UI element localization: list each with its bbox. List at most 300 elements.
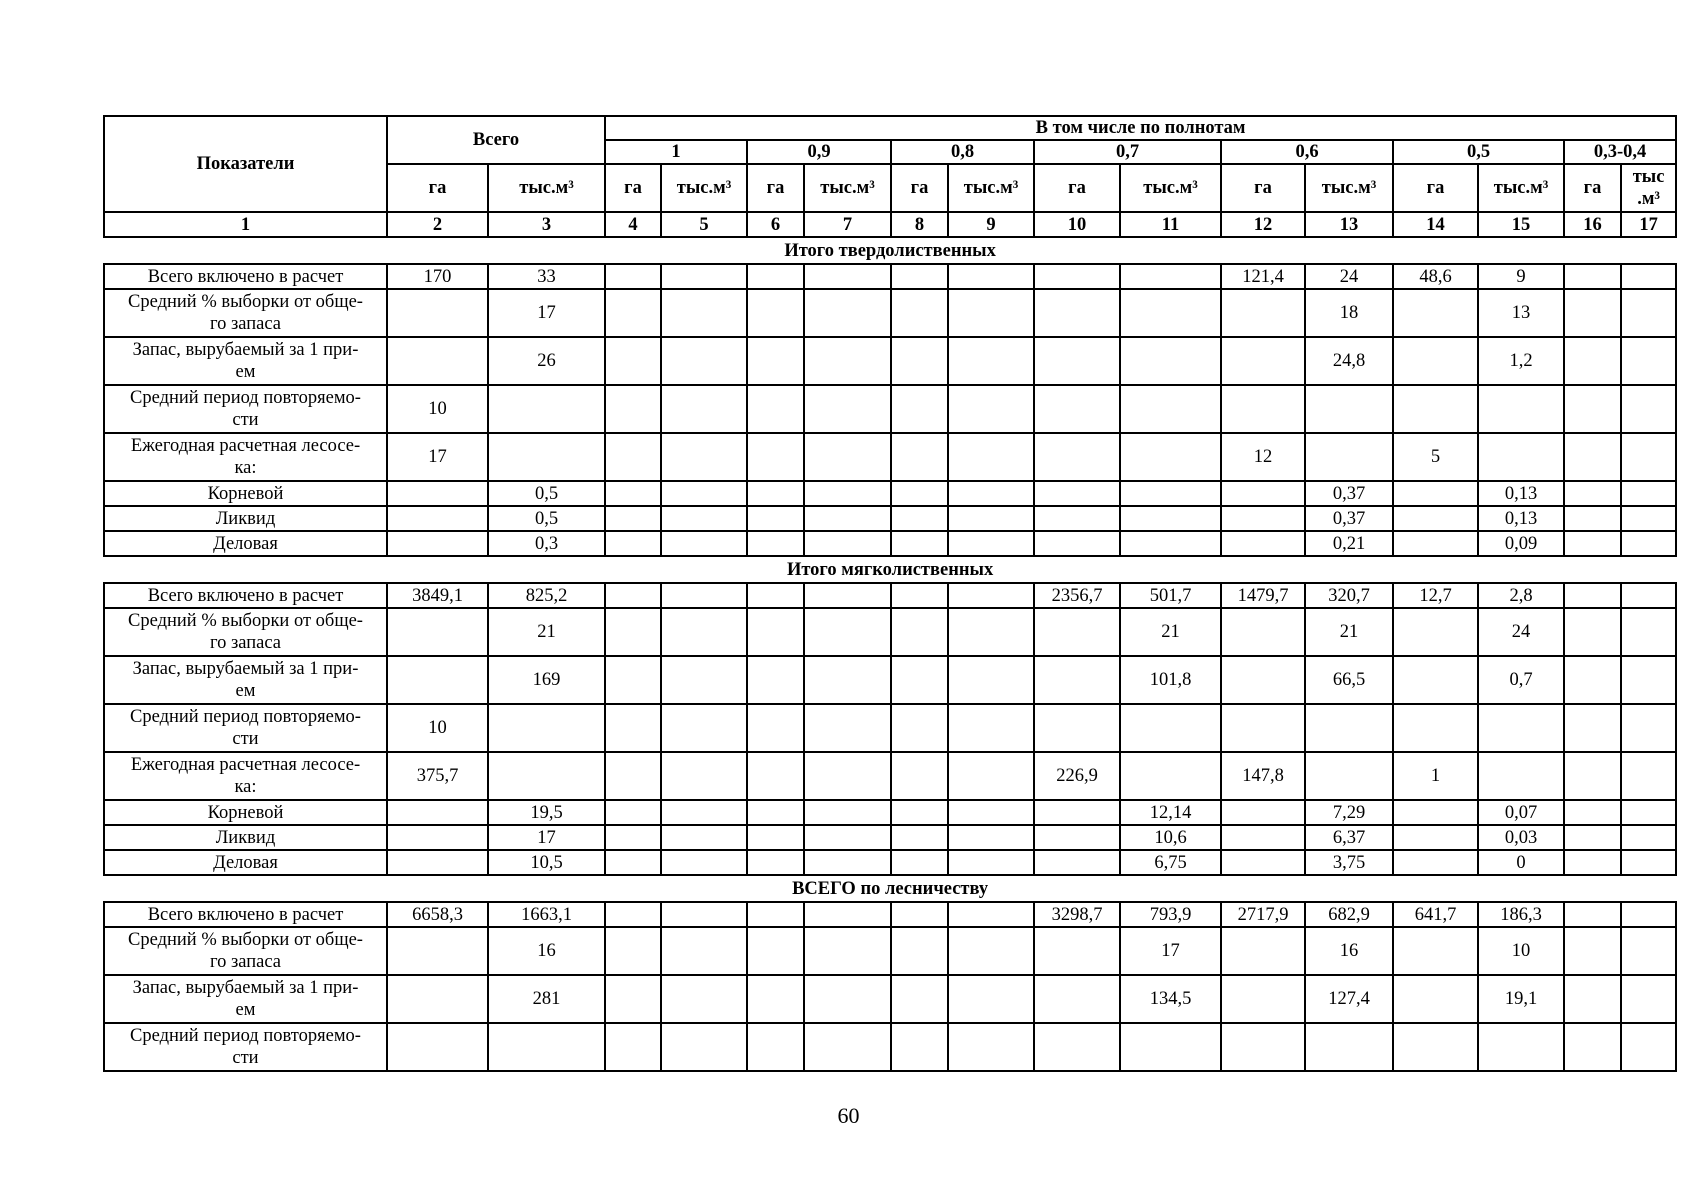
table-cell: 17 bbox=[387, 433, 488, 481]
table-cell: 24,8 bbox=[1305, 337, 1393, 385]
table-cell: 169 bbox=[488, 656, 605, 704]
table-row bbox=[104, 337, 1676, 385]
table-cell bbox=[891, 289, 948, 337]
table-cell bbox=[747, 531, 804, 556]
table-cell bbox=[747, 704, 804, 752]
table-cell bbox=[1221, 531, 1305, 556]
table-cell bbox=[1621, 975, 1676, 1023]
column-number: 3 bbox=[488, 212, 605, 237]
table-cell bbox=[804, 902, 891, 927]
table-cell bbox=[661, 433, 747, 481]
table-row bbox=[104, 1023, 1676, 1071]
table-cell bbox=[605, 927, 661, 975]
table-cell: 3849,1 bbox=[387, 583, 488, 608]
unit-ha: га bbox=[1221, 164, 1305, 212]
table-cell: 0,07 bbox=[1478, 800, 1564, 825]
table-cell bbox=[1034, 385, 1120, 433]
table-cell bbox=[1034, 1023, 1120, 1071]
density-header: 0,5 bbox=[1393, 140, 1564, 164]
density-header: 1 bbox=[605, 140, 747, 164]
section-title-row bbox=[104, 875, 1676, 902]
table-cell bbox=[387, 608, 488, 656]
table-cell: 6658,3 bbox=[387, 902, 488, 927]
table-cell bbox=[948, 800, 1034, 825]
unit-m3: тыс .м³ bbox=[1621, 164, 1676, 212]
table-cell bbox=[605, 800, 661, 825]
table-cell bbox=[804, 531, 891, 556]
column-number: 15 bbox=[1478, 212, 1564, 237]
table-cell bbox=[661, 608, 747, 656]
table-cell bbox=[1564, 927, 1621, 975]
table-cell bbox=[1621, 752, 1676, 800]
table-cell bbox=[387, 825, 488, 850]
table-cell: 147,8 bbox=[1221, 752, 1305, 800]
column-number: 1 bbox=[104, 212, 387, 237]
row-label: Средний % выборки от обще- го запаса bbox=[104, 927, 387, 975]
table-cell bbox=[661, 481, 747, 506]
table-cell bbox=[605, 752, 661, 800]
table-cell bbox=[747, 927, 804, 975]
table-cell bbox=[891, 656, 948, 704]
unit-m3: тыс.м³ bbox=[1120, 164, 1221, 212]
table-cell bbox=[1478, 704, 1564, 752]
table-cell: 0,5 bbox=[488, 506, 605, 531]
table-cell bbox=[1120, 433, 1221, 481]
table-cell bbox=[948, 531, 1034, 556]
table-cell bbox=[387, 1023, 488, 1071]
table-cell bbox=[1034, 825, 1120, 850]
column-number: 9 bbox=[948, 212, 1034, 237]
table-cell bbox=[948, 289, 1034, 337]
table-cell: 19,5 bbox=[488, 800, 605, 825]
density-header: 0,3-0,4 bbox=[1564, 140, 1676, 164]
table-cell: 26 bbox=[488, 337, 605, 385]
row-label: Ежегодная расчетная лесосе- ка: bbox=[104, 433, 387, 481]
unit-ha: га bbox=[747, 164, 804, 212]
table-cell bbox=[1221, 704, 1305, 752]
table-cell bbox=[661, 704, 747, 752]
table-cell bbox=[1564, 704, 1621, 752]
column-number: 16 bbox=[1564, 212, 1621, 237]
table-cell bbox=[948, 704, 1034, 752]
table-row bbox=[104, 704, 1676, 752]
table-cell: 12,14 bbox=[1120, 800, 1221, 825]
table-cell bbox=[387, 850, 488, 875]
table-cell bbox=[948, 752, 1034, 800]
table-header bbox=[104, 116, 1676, 237]
column-number: 5 bbox=[661, 212, 747, 237]
table-cell bbox=[1305, 704, 1393, 752]
row-label: Корневой bbox=[104, 481, 387, 506]
table-cell bbox=[747, 656, 804, 704]
table-row bbox=[104, 608, 1676, 656]
table-cell bbox=[1221, 800, 1305, 825]
table-cell bbox=[948, 433, 1034, 481]
table-cell bbox=[804, 433, 891, 481]
table-cell: 3298,7 bbox=[1034, 902, 1120, 927]
table-row bbox=[104, 289, 1676, 337]
table-cell bbox=[747, 337, 804, 385]
table-cell bbox=[747, 289, 804, 337]
table-cell bbox=[1221, 608, 1305, 656]
table-cell bbox=[1564, 433, 1621, 481]
table-cell: 134,5 bbox=[1120, 975, 1221, 1023]
table-cell bbox=[1478, 1023, 1564, 1071]
table-cell bbox=[1564, 825, 1621, 850]
table-cell bbox=[605, 902, 661, 927]
row-label: Запас, вырубаемый за 1 при- ем bbox=[104, 656, 387, 704]
table-cell: 13 bbox=[1478, 289, 1564, 337]
table-cell bbox=[1564, 752, 1621, 800]
table-cell bbox=[948, 506, 1034, 531]
column-number: 14 bbox=[1393, 212, 1478, 237]
table-cell bbox=[1564, 608, 1621, 656]
table-row bbox=[104, 264, 1676, 289]
table-cell bbox=[1393, 704, 1478, 752]
table-cell bbox=[804, 1023, 891, 1071]
table-cell bbox=[387, 800, 488, 825]
table-cell: 12,7 bbox=[1393, 583, 1478, 608]
table-cell bbox=[891, 1023, 948, 1071]
table-cell bbox=[1393, 506, 1478, 531]
table-cell bbox=[1564, 583, 1621, 608]
table-cell bbox=[1478, 385, 1564, 433]
page-number: 60 bbox=[837, 1103, 860, 1128]
table-cell bbox=[1034, 656, 1120, 704]
table-cell bbox=[948, 481, 1034, 506]
table-cell bbox=[1621, 531, 1676, 556]
section-title: Итого твердолиственных bbox=[784, 240, 996, 261]
table-cell: 641,7 bbox=[1393, 902, 1478, 927]
table-cell bbox=[1393, 289, 1478, 337]
table-cell bbox=[1221, 337, 1305, 385]
table-cell bbox=[1393, 825, 1478, 850]
row-label: Средний период повторяемо- сти bbox=[104, 385, 387, 433]
table-cell bbox=[661, 927, 747, 975]
row-label: Запас, вырубаемый за 1 при- ем bbox=[104, 975, 387, 1023]
unit-m3: тыс.м³ bbox=[661, 164, 747, 212]
table-cell bbox=[1621, 927, 1676, 975]
table-cell bbox=[1034, 975, 1120, 1023]
table-cell bbox=[1621, 902, 1676, 927]
table-cell: 10,6 bbox=[1120, 825, 1221, 850]
column-number: 2 bbox=[387, 212, 488, 237]
row-label: Средний % выборки от обще- го запаса bbox=[104, 289, 387, 337]
table-cell bbox=[747, 583, 804, 608]
table-cell bbox=[1034, 704, 1120, 752]
table-cell: 10,5 bbox=[488, 850, 605, 875]
table-cell bbox=[1393, 800, 1478, 825]
table-cell bbox=[1034, 608, 1120, 656]
column-number: 4 bbox=[605, 212, 661, 237]
table-cell: 2717,9 bbox=[1221, 902, 1305, 927]
table-cell bbox=[387, 506, 488, 531]
table-cell bbox=[891, 850, 948, 875]
table-cell bbox=[661, 531, 747, 556]
table-cell bbox=[1120, 506, 1221, 531]
table-cell bbox=[1120, 752, 1221, 800]
table-cell bbox=[1034, 506, 1120, 531]
table-cell bbox=[747, 1023, 804, 1071]
table-cell bbox=[1621, 608, 1676, 656]
table-cell bbox=[1564, 481, 1621, 506]
table-cell bbox=[948, 825, 1034, 850]
table-row bbox=[104, 583, 1676, 608]
table-cell bbox=[948, 850, 1034, 875]
row-label: Всего включено в расчет bbox=[104, 583, 387, 608]
table-cell: 121,4 bbox=[1221, 264, 1305, 289]
table-cell: 1,2 bbox=[1478, 337, 1564, 385]
table-cell bbox=[605, 481, 661, 506]
table-cell: 0,13 bbox=[1478, 481, 1564, 506]
table-cell: 7,29 bbox=[1305, 800, 1393, 825]
table-cell: 12 bbox=[1221, 433, 1305, 481]
table-row bbox=[104, 531, 1676, 556]
table-cell: 0,5 bbox=[488, 481, 605, 506]
table-cell: 501,7 bbox=[1120, 583, 1221, 608]
table-cell bbox=[948, 264, 1034, 289]
table-cell bbox=[948, 337, 1034, 385]
table-cell bbox=[605, 289, 661, 337]
row-label: Корневой bbox=[104, 800, 387, 825]
table-cell bbox=[948, 927, 1034, 975]
table-cell: 48,6 bbox=[1393, 264, 1478, 289]
table-cell: 682,9 bbox=[1305, 902, 1393, 927]
table-cell: 21 bbox=[488, 608, 605, 656]
table-cell bbox=[1621, 481, 1676, 506]
table-cell bbox=[1621, 337, 1676, 385]
table-cell bbox=[1564, 975, 1621, 1023]
density-header: 0,9 bbox=[747, 140, 891, 164]
table-cell bbox=[1393, 337, 1478, 385]
table-cell bbox=[804, 289, 891, 337]
table-cell: 10 bbox=[1478, 927, 1564, 975]
table-cell bbox=[747, 850, 804, 875]
table-cell bbox=[1393, 385, 1478, 433]
table-cell: 24 bbox=[1478, 608, 1564, 656]
density-header: 0,7 bbox=[1034, 140, 1221, 164]
density-header: 0,8 bbox=[891, 140, 1034, 164]
table-cell bbox=[1564, 531, 1621, 556]
table-cell bbox=[948, 583, 1034, 608]
table-cell bbox=[387, 289, 488, 337]
table-cell: 9 bbox=[1478, 264, 1564, 289]
table-cell: 0,37 bbox=[1305, 506, 1393, 531]
table-cell: 6,75 bbox=[1120, 850, 1221, 875]
table-cell: 19,1 bbox=[1478, 975, 1564, 1023]
table-cell bbox=[1034, 531, 1120, 556]
table-cell bbox=[661, 506, 747, 531]
table-cell bbox=[605, 264, 661, 289]
table-cell bbox=[948, 1023, 1034, 1071]
table-cell bbox=[1120, 264, 1221, 289]
table-cell bbox=[1564, 337, 1621, 385]
table-cell bbox=[661, 800, 747, 825]
table-row bbox=[104, 800, 1676, 825]
table-cell bbox=[1393, 608, 1478, 656]
table-cell bbox=[747, 506, 804, 531]
table-cell bbox=[804, 264, 891, 289]
row-label: Запас, вырубаемый за 1 при- ем bbox=[104, 337, 387, 385]
column-number: 13 bbox=[1305, 212, 1393, 237]
table-cell bbox=[1393, 927, 1478, 975]
table-cell bbox=[661, 1023, 747, 1071]
table-cell bbox=[891, 608, 948, 656]
table-cell bbox=[1621, 385, 1676, 433]
table-cell bbox=[488, 752, 605, 800]
row-label: Ликвид bbox=[104, 825, 387, 850]
table-cell bbox=[804, 704, 891, 752]
column-number: 8 bbox=[891, 212, 948, 237]
table-row bbox=[104, 975, 1676, 1023]
unit-ha: га bbox=[891, 164, 948, 212]
table-cell bbox=[948, 385, 1034, 433]
table-cell bbox=[804, 385, 891, 433]
table-cell bbox=[804, 850, 891, 875]
table-cell bbox=[1621, 850, 1676, 875]
table-cell bbox=[747, 481, 804, 506]
table-cell bbox=[1034, 481, 1120, 506]
table-cell bbox=[1564, 800, 1621, 825]
table-cell bbox=[1221, 481, 1305, 506]
table-row bbox=[104, 825, 1676, 850]
table-row bbox=[104, 902, 1676, 927]
table-cell bbox=[891, 264, 948, 289]
table-cell bbox=[747, 433, 804, 481]
section-title-row bbox=[104, 556, 1676, 583]
table-cell bbox=[605, 608, 661, 656]
table-cell bbox=[804, 337, 891, 385]
table-cell: 1479,7 bbox=[1221, 583, 1305, 608]
table-cell: 0,37 bbox=[1305, 481, 1393, 506]
unit-ha: га bbox=[605, 164, 661, 212]
table-cell bbox=[1393, 481, 1478, 506]
column-number: 10 bbox=[1034, 212, 1120, 237]
table-cell: 0,21 bbox=[1305, 531, 1393, 556]
table-cell bbox=[1034, 337, 1120, 385]
table-cell: 127,4 bbox=[1305, 975, 1393, 1023]
table-cell: 186,3 bbox=[1478, 902, 1564, 927]
table-cell: 0,13 bbox=[1478, 506, 1564, 531]
table-cell bbox=[1034, 800, 1120, 825]
data-table bbox=[103, 115, 1677, 1072]
table-cell bbox=[1393, 1023, 1478, 1071]
table-cell bbox=[387, 927, 488, 975]
table-cell: 10 bbox=[387, 704, 488, 752]
table-cell bbox=[1305, 1023, 1393, 1071]
table-cell bbox=[1305, 433, 1393, 481]
table-cell bbox=[605, 825, 661, 850]
table-row bbox=[104, 656, 1676, 704]
table-cell: 17 bbox=[1120, 927, 1221, 975]
table-cell bbox=[661, 264, 747, 289]
table-cell bbox=[804, 975, 891, 1023]
table-cell bbox=[747, 264, 804, 289]
table-cell bbox=[1393, 656, 1478, 704]
table-cell: 0 bbox=[1478, 850, 1564, 875]
table-cell bbox=[804, 481, 891, 506]
table-cell bbox=[1564, 656, 1621, 704]
table-cell: 66,5 bbox=[1305, 656, 1393, 704]
column-number-row bbox=[104, 212, 1676, 237]
table-cell bbox=[1034, 850, 1120, 875]
table-cell bbox=[1221, 975, 1305, 1023]
table-cell: 21 bbox=[1120, 608, 1221, 656]
table-cell bbox=[1221, 506, 1305, 531]
unit-m3: тыс.м³ bbox=[948, 164, 1034, 212]
table-row bbox=[104, 385, 1676, 433]
table-cell: 24 bbox=[1305, 264, 1393, 289]
unit-m3: тыс.м³ bbox=[1305, 164, 1393, 212]
table-cell bbox=[891, 506, 948, 531]
table-cell bbox=[804, 583, 891, 608]
table-cell: 825,2 bbox=[488, 583, 605, 608]
table-cell bbox=[661, 850, 747, 875]
table-cell bbox=[891, 800, 948, 825]
table-cell bbox=[387, 337, 488, 385]
table-cell bbox=[1621, 506, 1676, 531]
table-cell: 3,75 bbox=[1305, 850, 1393, 875]
table-cell bbox=[1120, 531, 1221, 556]
unit-ha: га bbox=[1393, 164, 1478, 212]
table-cell bbox=[488, 433, 605, 481]
unit-m3: тыс.м³ bbox=[1478, 164, 1564, 212]
table-cell bbox=[804, 608, 891, 656]
table-cell bbox=[891, 337, 948, 385]
table-cell bbox=[1221, 927, 1305, 975]
table-cell: 2356,7 bbox=[1034, 583, 1120, 608]
table-cell bbox=[661, 825, 747, 850]
table-cell bbox=[387, 656, 488, 704]
table-cell bbox=[1478, 752, 1564, 800]
table-cell bbox=[891, 481, 948, 506]
table-cell bbox=[488, 704, 605, 752]
table-cell: 5 bbox=[1393, 433, 1478, 481]
table-cell bbox=[1034, 264, 1120, 289]
table-cell bbox=[804, 752, 891, 800]
table-cell bbox=[1621, 656, 1676, 704]
table-cell bbox=[747, 385, 804, 433]
unit-m3: тыс.м³ bbox=[488, 164, 605, 212]
table-cell: 2,8 bbox=[1478, 583, 1564, 608]
table-cell bbox=[747, 902, 804, 927]
table-row bbox=[104, 752, 1676, 800]
table-cell bbox=[1120, 1023, 1221, 1071]
table-cell bbox=[387, 975, 488, 1023]
table-cell bbox=[605, 531, 661, 556]
table-cell: 0,3 bbox=[488, 531, 605, 556]
row-label: Средний % выборки от обще- го запаса bbox=[104, 608, 387, 656]
table-cell bbox=[891, 927, 948, 975]
table-cell bbox=[891, 583, 948, 608]
table-cell bbox=[1621, 264, 1676, 289]
table-row bbox=[104, 850, 1676, 875]
table-cell: 10 bbox=[387, 385, 488, 433]
table-cell bbox=[891, 825, 948, 850]
table-cell bbox=[661, 752, 747, 800]
column-number: 11 bbox=[1120, 212, 1221, 237]
table-cell bbox=[1621, 704, 1676, 752]
table-row bbox=[104, 927, 1676, 975]
table-cell bbox=[605, 433, 661, 481]
table-cell bbox=[891, 902, 948, 927]
unit-ha: га bbox=[1034, 164, 1120, 212]
table-cell: 1663,1 bbox=[488, 902, 605, 927]
column-number: 7 bbox=[804, 212, 891, 237]
table-cell bbox=[1478, 433, 1564, 481]
table-cell bbox=[1034, 433, 1120, 481]
table-cell bbox=[605, 506, 661, 531]
